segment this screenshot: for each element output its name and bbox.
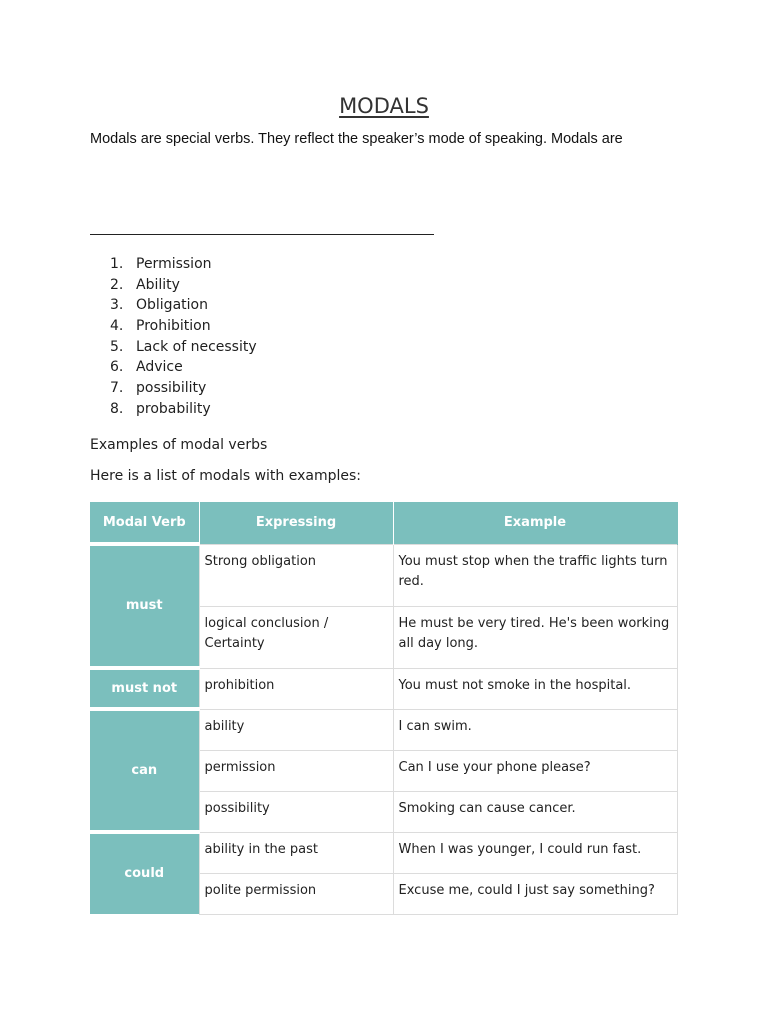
expressing-cell: possibility (199, 791, 393, 832)
expressing-cell: polite permission (199, 873, 393, 914)
header-modal-verb: Modal Verb (90, 502, 199, 544)
intro-paragraph: Modals are special verbs. They reflect the speaker’s mode of speaking. Modals are (90, 131, 623, 147)
list-item-label: Lack of necessity (136, 338, 257, 355)
list-number: 1. (110, 256, 124, 272)
expressing-cell: Strong obligation (199, 544, 393, 606)
list-item (110, 378, 257, 399)
modal-uses-list (110, 254, 257, 420)
modal-cell-could: could (90, 832, 199, 914)
list-item-label: Ability (136, 276, 180, 293)
modal-cell-must-not: must not (90, 668, 199, 709)
example-cell: Excuse me, could I just say something? (393, 873, 677, 914)
header-expressing: Expressing (199, 502, 393, 544)
example-cell: You must not smoke in the hospital. (393, 668, 677, 709)
example-cell: When I was younger, I could run fast. (393, 832, 677, 873)
table-row (90, 668, 677, 709)
list-number: 2. (110, 276, 124, 293)
example-cell: Smoking can cause cancer. (393, 791, 677, 832)
list-item (110, 295, 257, 316)
list-number: 4. (110, 318, 124, 335)
list-item (110, 316, 257, 337)
list-item (110, 399, 257, 420)
modal-cell-can: can (90, 709, 199, 832)
list-intro: Here is a list of modals with examples: (90, 468, 361, 484)
table-row (90, 832, 677, 873)
expressing-cell: ability (199, 709, 393, 750)
list-item-label: Advice (136, 359, 183, 376)
list-item-label: Obligation (136, 297, 208, 314)
table-header-row (90, 502, 677, 544)
table-row (90, 709, 677, 750)
example-cell: Can I use your phone please? (393, 750, 677, 791)
list-number: 6. (110, 359, 124, 376)
examples-heading: Examples of modal verbs (90, 437, 268, 453)
list-item (110, 275, 257, 296)
fill-in-blank-line (90, 234, 434, 235)
expressing-cell: prohibition (199, 668, 393, 709)
page-title: MODALS (339, 94, 429, 118)
list-item-label: Prohibition (136, 318, 211, 335)
list-item (110, 254, 257, 275)
list-item (110, 357, 257, 378)
example-cell: You must stop when the traffic lights turn red. (393, 544, 677, 606)
table-row (90, 544, 677, 606)
header-example: Example (393, 502, 677, 544)
modals-table (90, 502, 678, 915)
list-number: 3. (110, 297, 124, 314)
expressing-cell: permission (199, 750, 393, 791)
modal-cell-must: must (90, 544, 199, 668)
list-number: 7. (110, 380, 124, 397)
example-cell: He must be very tired. He's been working all day long. (393, 606, 677, 668)
list-item-label: possibility (136, 380, 207, 397)
list-item-label: probability (136, 400, 211, 417)
list-item (110, 337, 257, 358)
list-number: 8. (110, 400, 124, 417)
example-cell: I can swim. (393, 709, 677, 750)
list-item-label: Permission (136, 256, 212, 272)
list-number: 5. (110, 338, 124, 355)
expressing-cell: logical conclusion / Certainty (199, 606, 393, 668)
expressing-cell: ability in the past (199, 832, 393, 873)
